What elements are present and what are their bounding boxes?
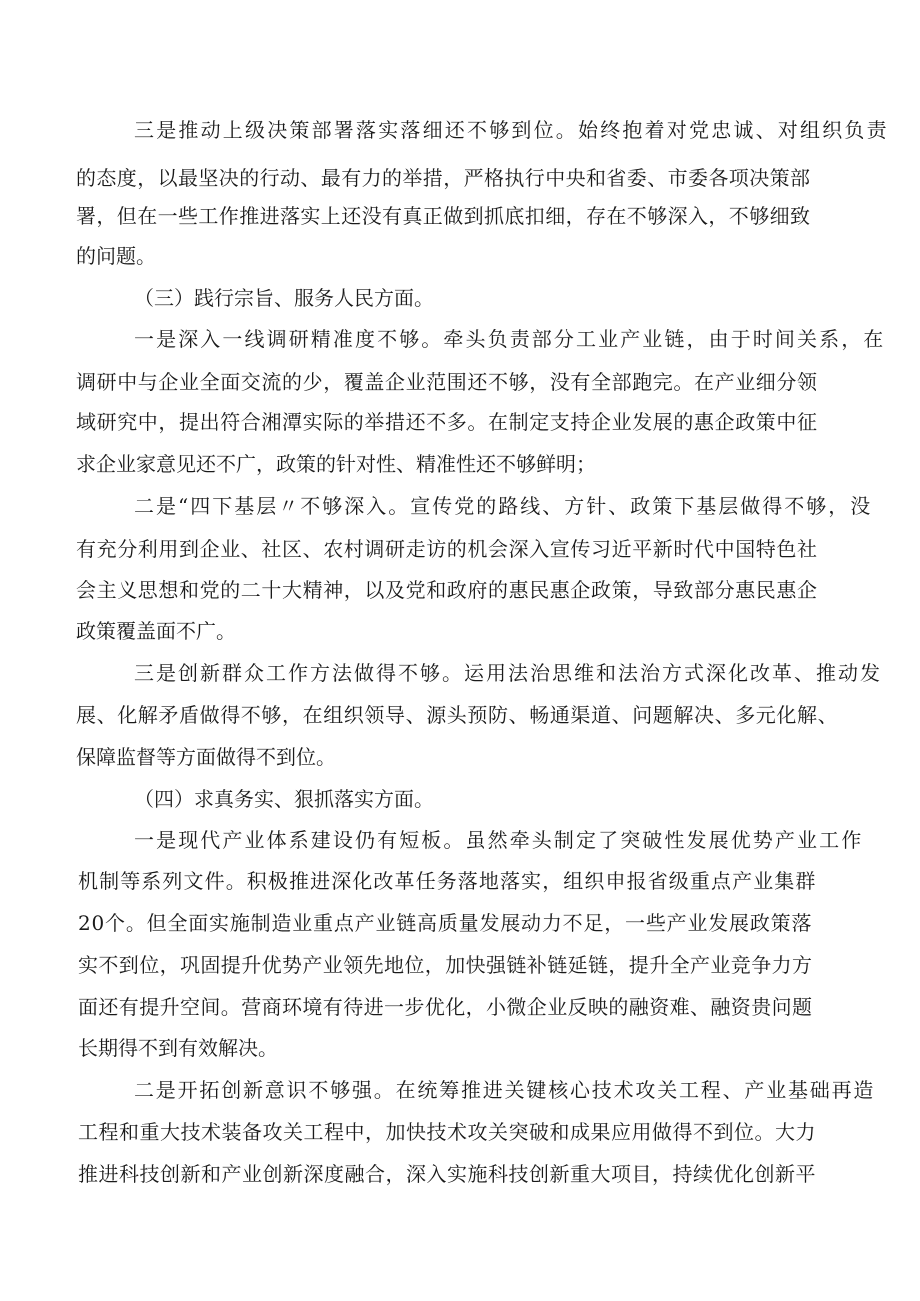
text-line: 有充分利用到企业、社区、农村调研走访的机会深入宣传习近平新时代中国特色社 — [76, 537, 818, 561]
text-line: 二是“四下基层〃不够深入。宣传党的路线、方针、政策下基层做得不够，没 — [134, 494, 873, 518]
section-heading: （四）求真务实、狠抓落实方面。 — [134, 787, 434, 811]
text-line: 面还有提升空间。营商环境有待进一步优化，小微企业反映的融资难、融资贵问题 — [78, 995, 813, 1019]
section-heading: （三）践行宗旨、服务人民方面。 — [134, 286, 434, 310]
text-line: 20个。但全面实施制造业重点产业链高质量发展动力不足，一些产业发展政策落 — [78, 911, 813, 935]
text-line: 调研中与企业全面交流的少，覆盖企业范围还不够，没有全部跑完。在产业细分领 — [76, 370, 818, 394]
text-line: 三是创新群众工作方法做得不够。运用法治思维和法治方式深化改革、推动发 — [134, 661, 882, 685]
text-line: 机制等系列文件。积极推进深化改革任务落地落实，组织申报省级重点产业集群 — [78, 869, 817, 893]
text-line: 长期得不到有效解决。 — [78, 1036, 278, 1060]
text-line: 署，但在一些工作推进落实上还没有真正做到抓底扣细，存在不够深入，不够细致 — [76, 204, 811, 228]
text-line: 会主义思想和党的二十大精神，以及党和政府的惠民惠企政策，导致部分惠民惠企 — [76, 578, 818, 602]
text-line: 一是现代产业体系建设仍有短板。虽然牵头制定了突破性发展优势产业工作 — [134, 828, 864, 852]
text-line: 工程和重大技术装备攻关工程中，加快技术攻关突破和成果应用做得不到位。大力 — [78, 1120, 816, 1144]
text-line: 展、化解矛盾做得不够，在组织领导、源头预防、畅通渠道、问题解决、多元化解、 — [76, 703, 839, 727]
text-line: 推进科技创新和产业创新深度融合，深入实施科技创新重大项目，持续优化创新平 — [78, 1162, 816, 1186]
text-line: 二是开拓创新意识不够强。在统筹推进关键核心技术攻关工程、产业基础再造 — [134, 1078, 876, 1102]
text-line: 一是深入一线调研精准度不够。牵头负责部分工业产业链，由于时间关系，在 — [134, 327, 886, 351]
text-line: 的态度，以最坚决的行动、最有力的举措，严格执行中央和省委、市委各项决策部 — [76, 166, 811, 190]
text-line: 政策覆盖面不广。 — [76, 619, 236, 643]
text-line: 求企业家意见还不广，政策的针对性、精准性还不够鲜明； — [76, 452, 596, 476]
text-line: 实不到位，巩固提升优势产业领先地位，加快强链补链延链，提升全产业竞争力方 — [78, 953, 813, 977]
text-line: 域研究中，提出符合湘潭实际的举措还不多。在制定支持企业发展的惠企政策中征 — [76, 410, 818, 434]
text-line: 的问题。 — [76, 244, 156, 268]
text-line: 三是推动上级决策部署落实落细还不够到位。始终抱着对党忠诚、对组织负责 — [134, 118, 889, 142]
text-line: 保障监督等方面做得不到位。 — [76, 745, 336, 769]
